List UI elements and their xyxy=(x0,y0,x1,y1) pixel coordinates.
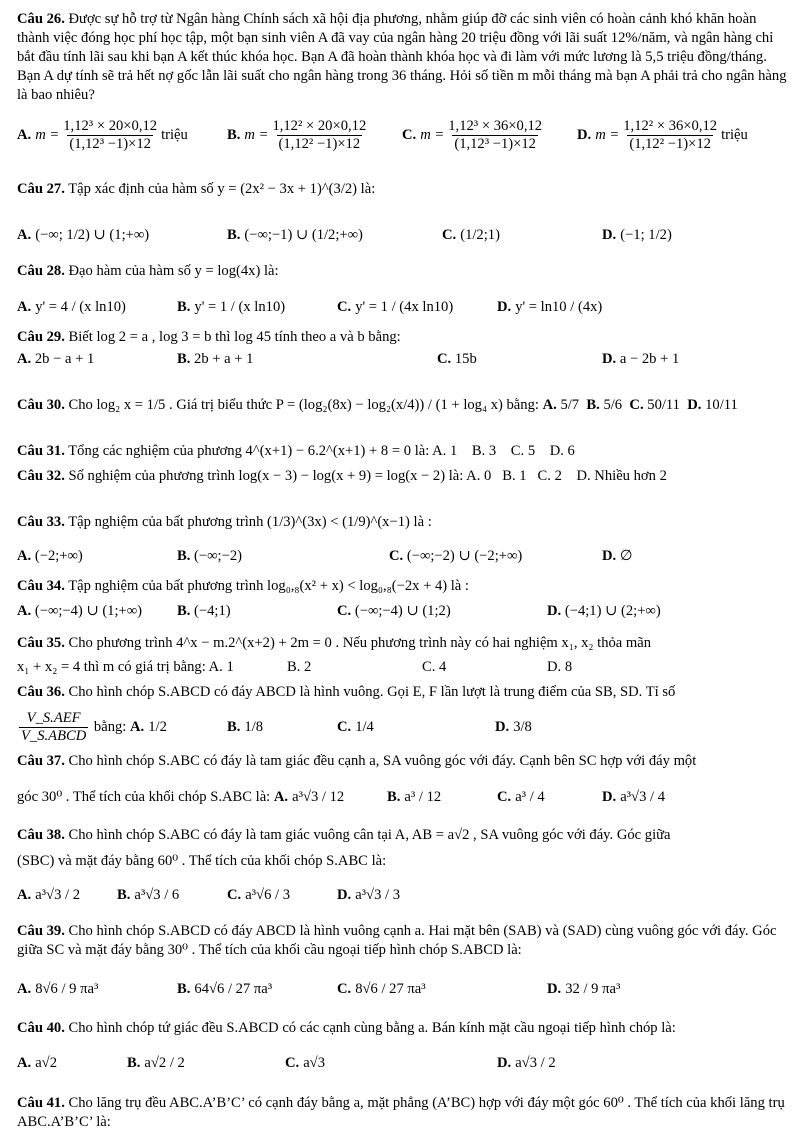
question-29: Câu 29. Biết log 2 = a , log 3 = b thì log 45 tính theo a và b bằng: xyxy=(17,329,401,345)
question-38-options: A. a³√3 / 2 B. a³√3 / 6 C. a³√6 / 3 D. a³√3 / 3 xyxy=(17,886,401,903)
question-28-options: A. y' = 4 / (x ln10) B. y' = 1 / (x ln10) C. y' = 1 / (4x ln10) D. y' = ln10 / (4x) xyxy=(17,298,603,315)
question-30: Câu 30. Cho log₂ x = 1/5 . Giá trị biểu thức P = (log₂(8x) − log₂(x/4)) / (1 + log₄ x) bằng: A. 5/7 B. 5/6 C. 50/11 D. 10/11 xyxy=(17,396,738,413)
question-38: Câu 38. Cho hình chóp S.ABC có đáy là tam giác vuông cân tại A, AB = a√2 , SA vuông góc với đáy. Góc giữa xyxy=(17,827,671,843)
option-b: B. m = $\frac{\text{1,12² × 20×0,12}}{\text{(1,12² −1)×12}}$ xyxy=(227,117,367,152)
option-a: A. m = $\frac{\text{1,12³ × 20×0,12}}{\text{(1,12³ −1)×12}}$ triệu xyxy=(17,117,188,152)
question-label: Câu 26. xyxy=(17,11,65,27)
question-28: Câu 28. Đạo hàm của hàm số y = log(4x) là: xyxy=(17,263,279,279)
question-37-options: góc 30⁰ . Thể tích của khối chóp S.ABC là: A. a³√3 / 12 B. a³ / 12 C. a³ / 4 D. a³√3 / 4 xyxy=(17,788,666,805)
question-37: Câu 37. Cho hình chóp S.ABC có đáy là tam giác đều cạnh a, SA vuông góc với đáy. Cạnh bên SC hợp với đáy một xyxy=(17,753,697,769)
question-39: Câu 39. Cho hình chóp S.ABCD có đáy ABCD là hình vuông cạnh a. Hai mặt bên (SAB) và (SAD) cùng vuông góc với đáy. Góc giữa SC và mặt đáy bằng 30⁰ . Thể tích của khối cầu ngoại tiếp hình chóp S.ABCD là: xyxy=(17,923,777,958)
question-27: Câu 27. Tập xác định của hàm số y = (2x² − 3x + 1)^(3/2) là: xyxy=(17,181,376,197)
option-d: D. m = $\frac{\text{1,12² × 36×0,12}}{\text{(1,12² −1)×12}}$ triệu xyxy=(577,117,748,152)
question-26-options xyxy=(17,112,787,158)
exam-page: Câu 26. Được sự hỗ trợ từ Ngân hàng Chính sách xã hội địa phương, nhằm giúp đỡ các sinh viên có hoàn cảnh khó khăn hoàn thành việc đóng học phí học tập, một bạn sinh viên A đã vay của ngân hàng 20 triệu đồng với lãi suất 12%/năm, và ngân hàng chỉ bắt đầu tính lãi sau khi bạn A kết thúc khóa học. Bạn A đã hoàn thành khóa học và đi làm với mức lương là 5,5 triệu đồng/tháng. Bạn A dự tính sẽ trả hết nợ gốc lẫn lãi suất cho ngân hàng trong 36 tháng. Hỏi số tiền m mỗi tháng mà bạn A phải trả cho ngân hàng là bao nhiêu? A. m = $\frac{\text{1,12³ × 20×0,12}}{\text{(1,12³ −1)×12}}$ triệu B. m = $\frac{\text{1,12² × 20×0,12}}{\text{(1,12² −1)×12}}$ C. m = $\frac{\text{1,12³ × 36×0,12}}{\text{(1,12³ −1)×12}}$ D. m = $\frac{\text{1,12² × 36×0,12}}{\text{(1,12² −1)×12}}$ triệu Câu 27. Tập xác định của hàm số y = (2x² − 3x + 1)^(3/2) là: A. (−∞; 1/2) ∪ (1;+∞) B. (−∞;−1) ∪ (1/2;+∞) C. (1/2;1) D. (−1; 1/2) Câu 28. Đạo hàm của hàm số y = log(4x) là: A. y' = 4 / (x ln10) B. y' = 1 / (x ln10) C. y' = 1 / (4x ln10) D. y' = ln10 / (4x) Câu 29. Biết log 2 = a , log 3 = b thì log 45 tính theo a và b bằng: A. 2b − a + 1 B. 2b + a + 1 C. 15b D. a − 2b + 1 Câu 30. Cho log₂ x = 1/5 . Giá trị biểu thức P = (log₂(8x) − log₂(x/4)) / (1 + log₄ x) bằng: A. 5/7 B. 5/6 C. 50/11 D. 10/11 Câu 31. Tổng các nghiệm của phương 4^(x+1) − 6.2^(x+1) + 8 = 0 là: A. 1 B. 3 C. 5 D. 6 Câu 32. Số nghiệm của phương trình log(x − 3) − log(x + 9) = log(x − 2) là: A. 0 B. 1 C. 2 D. Nhiều hơn 2 Câu 33. Tập nghiệm của bất phương trình (1/3)^(3x) < (1/9)^(x−1) là : A. (−2;+∞) B. (−∞;−2) C. (−∞;−2) ∪ (−2;+∞) D. ∅ Câu 34. Tập nghiệm của bất phương trình log₀,₈(x² + x) < log₀,₈(−2x + 4) là : A. (−∞;−4) ∪ (1;+∞) B. (−4;1) C. (−∞;−4) ∪ (1;2) D. (−4;1) ∪ (2;+∞) Câu 35. Cho phương trình 4^x − m.2^(x+2) + 2m = 0 . Nếu phương trình này có hai nghiệm x₁, x₂ thỏa mãn x₁ + x₂ = 4 thì m có giá trị bằng: A. 1 B. 2 C. 4 D. 8 Câu 36. Cho hình chóp S.ABCD có đáy ABCD là hình vuông. Gọi E, F lần lượt là trung điểm của SB, SD. Tỉ số $\frac{\text{V\_S.AEF}}{\text{V\_S.ABCD}}$ bằng: A. 1/2 B. 1/8 C. 1/4 D. 3/8 Câu 37. Cho hình chóp S.ABC có đáy là tam giác đều cạnh a, SA vuông góc với đáy. Cạnh bên SC hợp với đáy một góc 30⁰ . Thể tích của khối chóp S.ABC là: A. a³√3 / 12 B. a³ / 12 C. a³ / 4 D. a³√3 / 4 Câu 38. Cho hình chóp S.ABC có đáy là tam giác vuông cân tại A, AB = a√2 , SA vuông góc với đáy. Góc giữa (SBC) và mặt đáy bằng 60⁰ . Thể tích của khối chóp S.ABC là: A. a³√3 / 2 B. a³√3 / 6 C. a³√6 / 3 D. a³√3 / 3 Câu 39. Cho hình chóp S.ABCD có đáy ABCD là hình vuông cạnh a. Hai mặt bên (SAB) và (SAD) cùng vuông góc với đáy. Góc giữa SC và mặt đáy bằng 30⁰ . Thể tích của khối cầu ngoại tiếp hình chóp S.ABCD là: A. 8√6 / 9 πa³ B. 64√6 / 27 πa³ C. 8√6 / 27 πa³ D. 32 / 9 πa³ Câu 40. Cho hình chóp tứ giác đều S.ABCD có các cạnh cùng bằng a. Bán kính mặt cầu ngoại tiếp hình chóp là: A. a√2 B. a√2 / 2 C. a√3 D. a√3 / 2 Câu 41. Cho lăng trụ đều ABC.A’B’C’ có cạnh đáy bằng a, mặt phẳng (A’BC) hợp với đáy một góc 60⁰ . Thể tích của khối lăng trụ ABC.A’B’C’ là: xyxy=(17,11,787,1130)
option-c: C. m = $\frac{\text{1,12³ × 36×0,12}}{\text{(1,12³ −1)×12}}$ xyxy=(402,117,543,152)
question-32: Câu 32. Số nghiệm của phương trình log(x − 3) − log(x + 9) = log(x − 2) là: A. 0 B. 1 C. 2 D. Nhiều hơn 2 xyxy=(17,468,667,484)
question-35-line2: x₁ + x₂ = 4 thì m có giá trị bằng: A. 1 B. 2 C. 4 D. 8 xyxy=(17,659,573,675)
question-31: Câu 31. Tổng các nghiệm của phương 4^(x+1) − 6.2^(x+1) + 8 = 0 là: A. 1 B. 3 C. 5 D. 6 xyxy=(17,443,575,459)
question-40: Câu 40. Cho hình chóp tứ giác đều S.ABCD có các cạnh cùng bằng a. Bán kính mặt cầu ngoại tiếp hình chóp là: xyxy=(17,1020,676,1036)
question-39-options: A. 8√6 / 9 πa³ B. 64√6 / 27 πa³ C. 8√6 / 27 πa³ D. 32 / 9 πa³ xyxy=(17,980,621,997)
question-34: Câu 34. Tập nghiệm của bất phương trình log₀,₈(x² + x) < log₀,₈(−2x + 4) là : xyxy=(17,578,469,594)
question-40-options: A. a√2 B. a√2 / 2 C. a√3 D. a√3 / 2 xyxy=(17,1054,556,1071)
question-33: Câu 33. Tập nghiệm của bất phương trình (1/3)^(3x) < (1/9)^(x−1) là : xyxy=(17,514,432,530)
question-35: Câu 35. Cho phương trình 4^x − m.2^(x+2) + 2m = 0 . Nếu phương trình này có hai nghiệm x₁, x₂ thỏa mãn xyxy=(17,635,652,651)
question-text: Được sự hỗ trợ từ Ngân hàng Chính sách xã hội địa phương, nhằm giúp đỡ các sinh viên có hoàn cảnh khó khăn hoàn thành việc đóng học phí học tập, một bạn sinh viên A đã vay của ngân hàng 20 triệu đồng với lãi suất 12%/năm, và ngân hàng chỉ bắt đầu tính lãi sau khi bạn A kết thúc khóa học. Bạn A đã hoàn thành khóa học và đi làm với mức lương là 5,5 triệu đồng/tháng. Bạn A dự tính sẽ trả hết nợ gốc lẫn lãi suất cho ngân hàng trong 36 tháng. Hỏi số tiền m mỗi tháng mà bạn A phải trả cho ngân hàng là bao nhiêu? xyxy=(17,11,787,103)
question-36: Câu 36. Cho hình chóp S.ABCD có đáy ABCD là hình vuông. Gọi E, F lần lượt là trung điểm của SB, SD. Tỉ số xyxy=(17,684,676,700)
question-41: Câu 41. Cho lăng trụ đều ABC.A’B’C’ có cạnh đáy bằng a, mặt phẳng (A’BC) hợp với đáy một góc 60⁰ . Thể tích của khối lăng trụ ABC.A’B’C’ là: xyxy=(17,1095,785,1130)
question-36-options: $\frac{\text{V\_S.AEF}}{\text{V\_S.ABCD}}$ bằng: A. 1/2 B. 1/8 C. 1/4 D. 3/8 xyxy=(21,709,532,744)
question-38-line2: (SBC) và mặt đáy bằng 60⁰ . Thể tích của khối chóp S.ABC là: xyxy=(17,853,387,869)
question-27-options: A. (−∞; 1/2) ∪ (1;+∞) B. (−∞;−1) ∪ (1/2;+∞) C. (1/2;1) D. (−1; 1/2) xyxy=(17,226,672,243)
question-26 xyxy=(17,10,787,105)
